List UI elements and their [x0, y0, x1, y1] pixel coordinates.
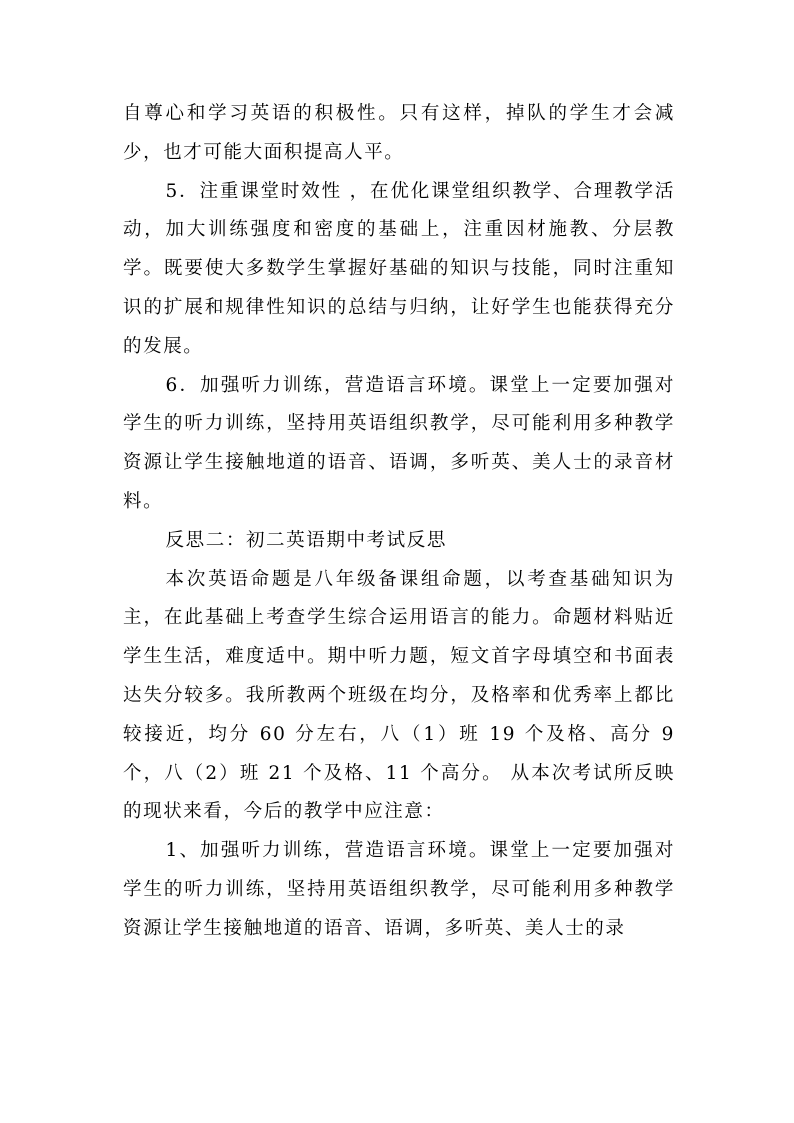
section-heading-reflection-two: 反思二：初二英语期中考试反思	[165, 529, 447, 551]
paragraph-continuation: 自尊心和学习英语的积极性。只有这样，掉队的学生才会减少，也才可能大面积提高人平。	[123, 103, 675, 163]
paragraph-item-5: 5．注重课堂时效性 ，在优化课堂组织教学、合理教学活动，加大训练强度和密度的基础上，注重因材施教、分层教学。既要使大多数学生掌握好基础的知识与技能，同时注重知识的扩展和规律性知识的总结与归纳，让好学生也能获得充分的发展。	[123, 180, 675, 357]
paragraph-item-1: 1、加强听力训练，营造语言环境。课堂上一定要加强对学生的听力训练，坚持用英语组织教学，尽可能利用多种教学资源让学生接触地道的语音、语调，多听英、美人士的录	[123, 840, 675, 939]
paragraph-item-6: 6．加强听力训练，营造语言环境。课堂上一定要加强对学生的听力训练，坚持用英语组织教学，尽可能利用多种教学资源让学生接触地道的语音、语调，多听英、美人士的录音材料。	[123, 374, 675, 512]
document-body	[123, 95, 675, 949]
paragraph-exam-summary: 本次英语命题是八年级备课组命题，以考查基础知识为主，在此基础上考查学生综合运用语言的能力。命题材料贴近学生生活，难度适中。期中听力题，短文首字母填空和书面表达失分较多。我所教两个班级在均分，及格率和优秀率上都比较接近，均分 60 分左右，八（1）班 19 个及格、高分 9 个，八（2）班 21 个及格、11 个高分。 从本次考试所反映的现状来看，今后的教学中应注意：	[123, 568, 675, 823]
